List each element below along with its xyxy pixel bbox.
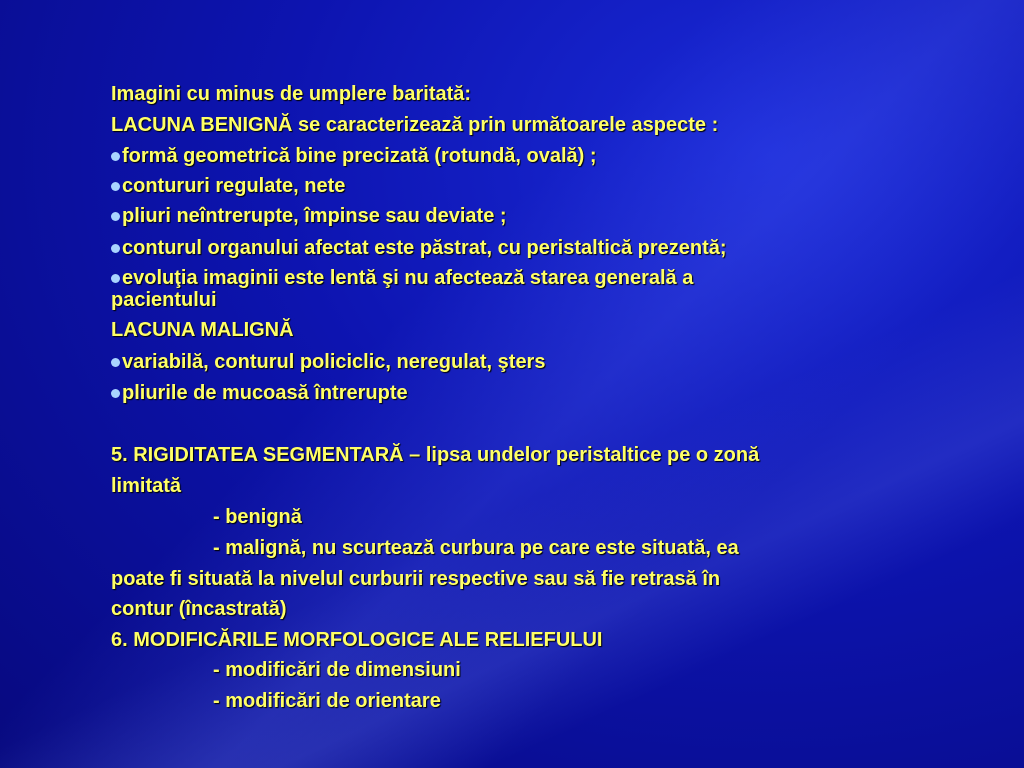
bullet-icon (111, 152, 120, 161)
slide-bullet-line (111, 350, 545, 374)
slide-line-17 (111, 597, 287, 621)
line-text: LACUNA MALIGNĂ (111, 319, 294, 341)
line-text: Imagini cu minus de umplere baritată: (111, 83, 472, 105)
bullet-icon (111, 244, 120, 253)
slide-line-13 (111, 474, 181, 498)
slide-bullet-line (111, 381, 408, 405)
slide-line-1 (111, 82, 471, 106)
line-text: - benignă (213, 506, 302, 528)
slide-line-9 (111, 318, 294, 342)
line-text: - modificări de dimensiuni (213, 659, 461, 681)
line-text: evoluţia imaginii este lentă şi nu afectează starea generală a (122, 267, 694, 289)
slide-line-2 (111, 113, 718, 137)
slide-line-14 (213, 505, 302, 529)
slide-line-15 (213, 536, 739, 560)
line-text: poate fi situată la nivelul curburii respective sau să fie retrasă în (111, 568, 721, 590)
bullet-icon (111, 212, 120, 221)
bullet-icon (111, 274, 120, 283)
line-text: 5. RIGIDITATEA SEGMENTARĂ – lipsa undelor peristaltice pe o zonă (111, 444, 760, 466)
line-text: pliuri neîntrerupte, împinse sau deviate ; (122, 205, 507, 227)
slide-bullet-line (111, 266, 693, 290)
slide-line-16 (111, 567, 720, 591)
slide-bullet-line (111, 204, 507, 228)
line-text: - malignă, nu scurtează curbura pe care este situată, ea (213, 537, 739, 559)
slide-bullet-line (111, 236, 727, 260)
line-text: conturul organului afectat este păstrat, cu peristaltică prezentă; (122, 237, 727, 259)
line-text: pliurile de mucoasă întrerupte (122, 382, 408, 404)
bullet-icon (111, 182, 120, 191)
slide-line-20 (213, 689, 441, 713)
line-text: - modificări de orientare (213, 690, 441, 712)
line-text: pacientului (111, 289, 217, 311)
line-text: contur (încastrată) (111, 598, 287, 620)
bullet-icon (111, 358, 120, 367)
slide-bullet-line (111, 144, 597, 168)
slide-line-18 (111, 628, 602, 652)
line-text: LACUNA BENIGNĂ se caracterizează prin următoarele aspecte : (111, 114, 719, 136)
line-text: formă geometrică bine precizată (rotundă, ovală) ; (122, 145, 597, 167)
slide-line-12 (111, 443, 759, 467)
line-text: variabilă, conturul policiclic, neregulat, şters (122, 351, 546, 373)
slide-bullet-line (111, 174, 345, 198)
line-text: contururi regulate, nete (122, 175, 346, 197)
bullet-icon (111, 389, 120, 398)
slide-line-19 (213, 658, 461, 682)
line-text: 6. MODIFICĂRILE MORFOLOGICE ALE RELIEFULUI (111, 629, 603, 651)
line-text: limitată (111, 475, 182, 497)
slide-line-8 (111, 288, 217, 312)
